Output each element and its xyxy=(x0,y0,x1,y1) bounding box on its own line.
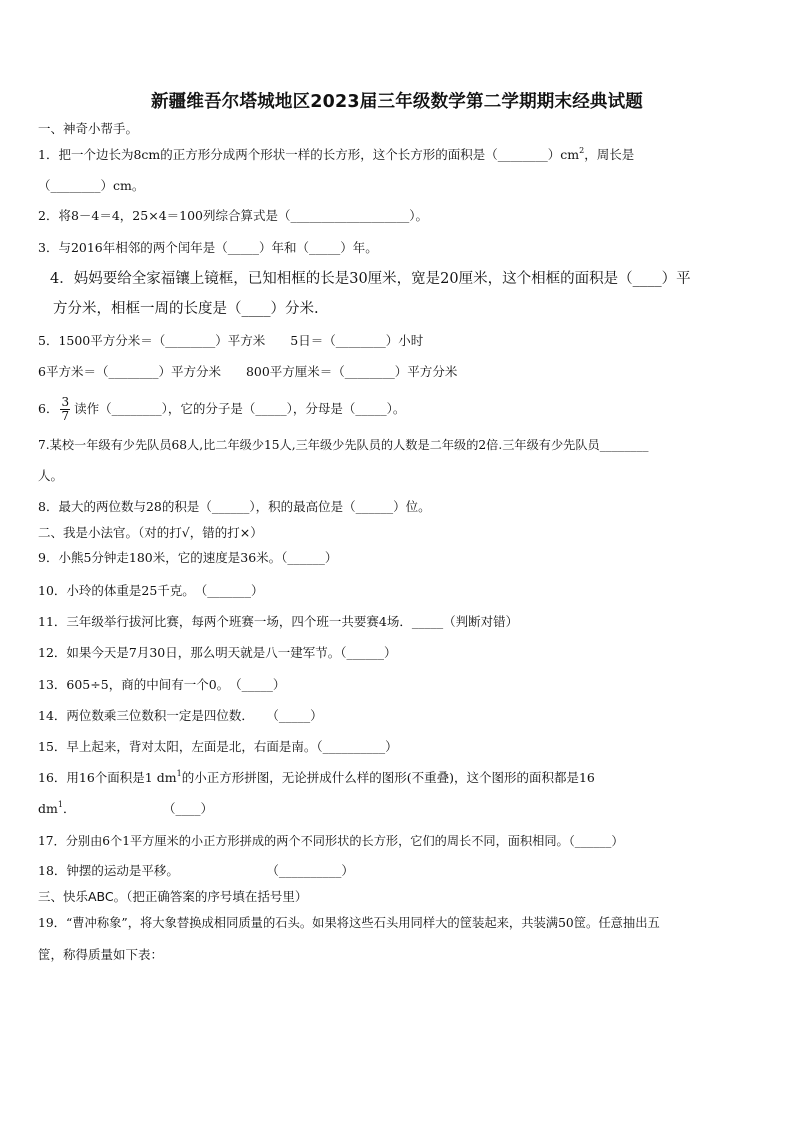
section-heading-3: 三、快乐ABC。（把正确答案的序号填在括号里） xyxy=(38,889,308,904)
question-18: 18．钟摆的运动是平移。 （__________） xyxy=(38,863,354,878)
question-8: 8．最大的两位数与28的积是（______），积的最高位是（______）位。 xyxy=(38,499,431,514)
question-3: 3．与2016年相邻的两个闰年是（_____）年和（_____）年。 xyxy=(38,240,378,255)
question-11: 11．三年级举行拔河比赛，每两个班赛一场，四个班一共要赛4场．_____（判断对错） xyxy=(38,614,519,629)
question-16-line-2: $dm^1$． （____） xyxy=(38,800,213,816)
question-4-line-1: 4．妈妈要给全家福镶上镜框，已知相框的长是30厘米，宽是20厘米，这个相框的面积是（____）平 xyxy=(50,271,691,287)
fraction-three-sevenths: $\frac{3}{7}$ xyxy=(61,395,70,423)
question-16-line-1: 16．用16个面积是1 $dm^1$的小正方形拼图，无论拼成什么样的图形(不重叠)，这个图形的面积都是16 xyxy=(38,769,595,785)
question-5-line-1: 5．1500平方分米＝（________）平方米 5日＝（________）小时 xyxy=(38,333,424,348)
question-10: 10．小玲的体重是25千克。 （_______） xyxy=(38,583,264,598)
question-13: 13．605÷5，商的中间有一个0。 （_____） xyxy=(38,677,286,692)
question-17: 17．分别由6个1平方厘米的小正方形拼成的两个不同形状的长方形，它们的周长不同，面积相同。（______） xyxy=(38,834,624,848)
section-heading-2: 二、我是小法官。（对的打√，错的打×） xyxy=(38,525,263,540)
page-title: 新疆维吾尔塔城地区2023届三年级数学第二学期期末经典试题 xyxy=(150,92,643,112)
question-9: 9．小熊5分钟走180米，它的速度是36米。（______） xyxy=(38,550,338,565)
question-7-line-2: 人。 xyxy=(38,468,64,483)
question-7-line-1: 7.某校一年级有少先队员68人,比二年级少15人,三年级少先队员的人数是二年级的2倍.三年级有少先队员________ xyxy=(38,438,649,452)
question-6: 6． $\frac{3}{7}$ 读作（________），它的分子是（_____），分母是（_____）。 xyxy=(38,395,406,423)
question-4-line-2: 方分米，相框一周的长度是（____）分米. xyxy=(53,301,319,317)
question-5-line-2: 6平方米＝（________）平方分米 800平方厘米＝（________）平方分米 xyxy=(38,364,458,379)
question-19-line-2: 筐，称得质量如下表： xyxy=(38,947,164,962)
question-2: 2．将8－4＝4，25×4＝100列综合算式是（___________________）。 xyxy=(38,208,429,223)
question-15: 15．早上起来，背对太阳，左面是北，右面是南。（__________） xyxy=(38,739,398,754)
question-1-line-2: （________）cm。 xyxy=(38,178,145,193)
question-1-line-1: 1．把一个边长为8cm的正方形分成两个形状一样的长方形，这个长方形的面积是$(\_\_\_\_\_\_\_\_)cm^2$，周长是 xyxy=(38,146,635,162)
question-19-line-1: 19．“曹冲称象”，将大象替换成相同质量的石头。如果将这些石头用同样大的筐装起来，共装满50筐。任意抽出五 xyxy=(38,916,660,930)
question-14: 14．两位数乘三位数积一定是四位数． （_____） xyxy=(38,708,323,723)
section-heading-1: 一、神奇小帮手。 xyxy=(38,121,139,136)
question-12: 12．如果今天是7月30日，那么明天就是八一建军节。（______） xyxy=(38,645,397,660)
